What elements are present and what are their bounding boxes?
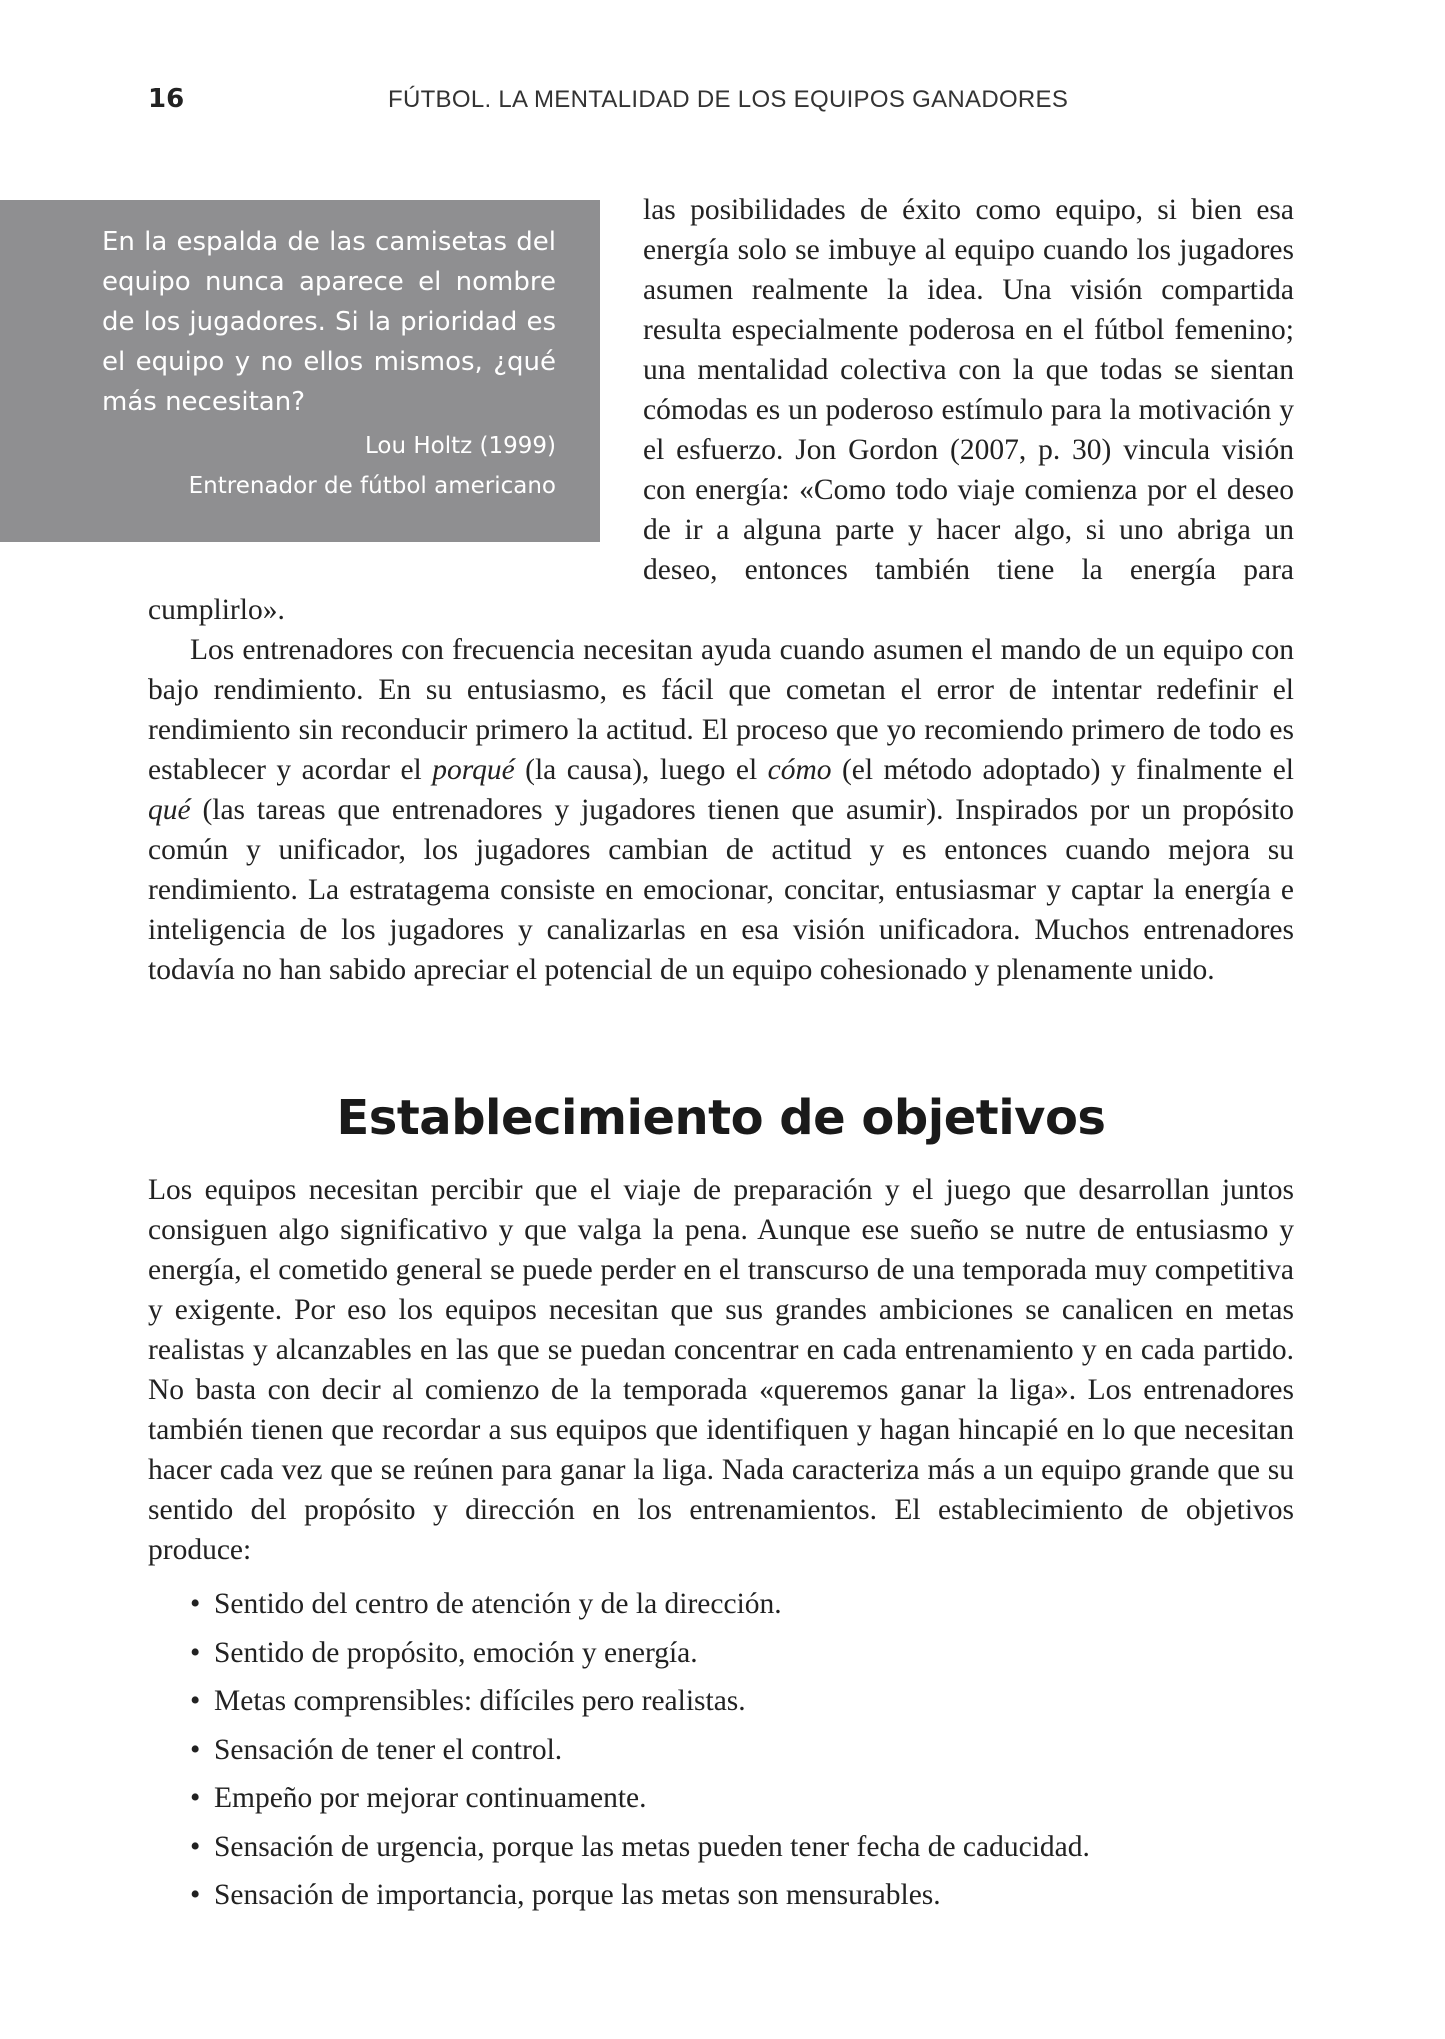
list-item (190, 1730, 1290, 1779)
quote-author-role: Entrenador de fútbol americano (188, 473, 556, 499)
bullet-marker: • (190, 1588, 201, 1620)
list-item-text: Sensación de urgencia, porque las metas pueden tener fecha de caducidad. (214, 1830, 1090, 1863)
paragraph-2-italic-porque: porqué (432, 754, 515, 786)
list-item (190, 1827, 1290, 1876)
intro-paragraph: las posibilidades de éxito como equipo, si bien esa energía solo se imbuye al equipo cuando los jugadores asumen realmente la idea. Una visión compartida resulta especialmente poderosa en el fútbol femenino; una mentalidad colectiva con la que todas se sientan cómodas es un poderoso estímulo para la motivación y el esfuerzo. Jon Gordon (2007, p. 30) vincula visión con energía: «Como todo viaje comienza por el deseo de ir a alguna parte y hacer algo, si uno abriga un deseo, entonces también tiene la energía para cumplirlo». (148, 194, 1294, 626)
paragraph-2-italic-que: qué (148, 794, 191, 826)
bullet-list (190, 1584, 1290, 1924)
bullet-marker: • (190, 1782, 201, 1814)
paragraph-2-part-4: (las tareas que entrenadores y jugadores tienen que asumir). Inspirados por un propósito común y unificador, los jugadores cambian de actitud y es entonces cuando mejora su rendimiento. La estratagema consiste en emocionar, concitar, entusiasmar y captar la energía e inteligencia de los jugadores y canalizarlas en esa visión unificadora. Muchos entrenadores todavía no han sabido apreciar el potencial de un equipo cohesionado y plenamente unido. (148, 794, 1294, 986)
list-item (190, 1778, 1290, 1827)
list-item-text: Sensación de tener el control. (214, 1733, 563, 1766)
bullet-marker: • (190, 1879, 201, 1911)
paragraph-2-part-1: Los entrenadores con frecuencia necesitan ayuda cuando asumen el mando de un equipo con bajo rendimiento. En su entusiasmo, es fácil que cometan el error de intentar redefinir el rendimiento sin reconducir primero la actitud. El proceso que yo recomiendo primero de todo es establecer y acordar el (148, 634, 1294, 786)
body-text (148, 190, 1294, 990)
quote-author: Lou Holtz (1999) (364, 433, 556, 459)
quote-text: En la espalda de las camisetas del equipo nunca aparece el nombre de los jugadores. Si la prioridad es el equipo y no ellos mismos, ¿qué más necesitan? (102, 227, 556, 417)
list-item-text: Sensación de importancia, porque las metas son mensurables. (214, 1879, 941, 1911)
section-title: Establecimiento de objetivos (336, 1090, 1106, 1146)
paragraph-2-italic-como: cómo (767, 754, 832, 786)
list-item-text: Metas comprensibles: difíciles pero realistas. (214, 1685, 746, 1717)
list-item-text: Sentido del centro de atención y de la dirección. (214, 1588, 782, 1620)
section-paragraph: Los equipos necesitan percibir que el viaje de preparación y el juego que desarrollan juntos consiguen algo significativo y que valga la pena. Aunque ese sueño se nutre de entusiasmo y energía, el cometido general se puede perder en el transcurso de una temporada muy competitiva y exigente. Por eso los equipos necesitan que sus grandes ambiciones se canalicen en metas realistas y alcanzables en las que se puedan concentrar en cada entrenamiento y en cada partido. No basta con decir al comienzo de la temporada «queremos ganar la liga». Los entrenadores también tienen que recordar a sus equipos que identifiquen y hagan hincapié en lo que necesitan hacer cada vez que se reúnen para ganar la liga. Nada caracteriza más a un equipo grande que su sentido del propósito y dirección en los entrenamientos. El establecimiento de objetivos produce: (148, 1174, 1294, 1566)
list-item-text: Sentido de propósito, emoción y energía. (214, 1636, 698, 1669)
running-head: FÚTBOL. LA MENTALIDAD DE LOS EQUIPOS GANADORES (388, 86, 1069, 113)
paragraph-2-part-2: (la causa), luego el (514, 754, 768, 786)
page-header (148, 84, 1298, 124)
bullet-marker: • (190, 1685, 201, 1717)
list-item-text: Empeño por mejorar continuamente. (214, 1782, 647, 1814)
bullet-marker: • (190, 1636, 201, 1669)
list-item (190, 1875, 1290, 1924)
list-item (190, 1633, 1290, 1682)
bullet-marker: • (190, 1733, 201, 1766)
bullet-marker: • (190, 1830, 201, 1863)
paragraph-2-part-3: (el método adoptado) y finalmente el (831, 754, 1294, 786)
page-number: 16 (148, 84, 185, 114)
quote-wrap-spacer (148, 190, 643, 590)
paragraph-2 (148, 630, 1294, 990)
list-item (190, 1681, 1290, 1730)
list-item (190, 1584, 1290, 1633)
